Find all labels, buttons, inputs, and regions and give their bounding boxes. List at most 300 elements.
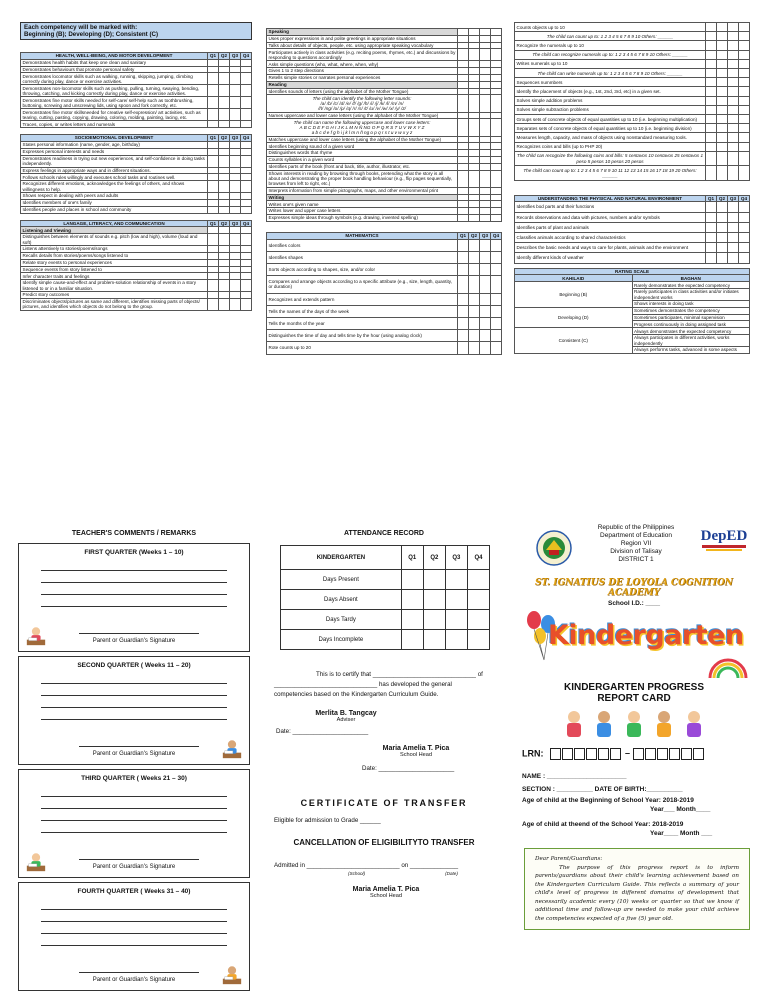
quarter-cell <box>706 115 717 124</box>
comment-line <box>41 570 227 571</box>
deped-logo <box>698 528 750 558</box>
table-row <box>21 59 252 66</box>
attendance-corner: KINDERGARTEN <box>281 546 402 570</box>
socio-header-row <box>21 135 252 142</box>
quarter-cell <box>717 59 728 68</box>
quarter-cell <box>241 234 252 246</box>
quarter-cell <box>219 234 230 246</box>
quarter-cell <box>739 41 750 50</box>
quarter-cell <box>728 78 739 87</box>
table-row <box>267 305 502 317</box>
health-competency: Demonstrates locomotor skills such as walking, running, skipping, jumping, climbing correctly during play, dance or exercise activities. <box>21 73 208 85</box>
table-row <box>267 263 502 275</box>
quarter-cell <box>706 124 717 133</box>
attendance-header-row <box>281 546 490 570</box>
transfer-title: CERTIFICATE OF TRANSFER <box>300 798 468 808</box>
reading-competency: Counts syllables in a given word <box>267 156 458 163</box>
quarter-cell <box>717 124 728 133</box>
quarter-cell <box>706 87 717 96</box>
quarter-cell <box>458 35 469 42</box>
health-header-row <box>21 53 252 60</box>
quarter-cell <box>208 59 219 66</box>
quarter-cell <box>230 73 241 85</box>
quarter-cell <box>739 32 750 41</box>
name-line: NAME : ______________________ <box>522 773 627 780</box>
quarter-cell <box>208 292 219 299</box>
rating-level: Developing (D) <box>515 307 633 327</box>
quarter-cell <box>208 246 219 253</box>
quarter-cell <box>230 121 241 128</box>
table-row <box>515 32 750 41</box>
table-row <box>267 88 502 95</box>
math-competency: Identifies colors <box>267 239 458 251</box>
quarter-cell <box>491 88 502 95</box>
quarter-cell <box>728 115 739 124</box>
quarter-cell <box>469 29 480 36</box>
quarter-cell <box>241 246 252 253</box>
quarter-cell <box>458 88 469 95</box>
table-row <box>21 109 252 121</box>
quarter-cell <box>241 73 252 85</box>
quarter-cell <box>480 187 491 194</box>
quarter-cell <box>739 105 750 114</box>
quarter-cell <box>480 61 491 68</box>
quarter-cell <box>469 170 480 187</box>
quarter-title: FIRST QUARTER (Weeks 1 – 10) <box>84 549 184 556</box>
quarter-cell <box>219 148 230 155</box>
table-row <box>515 115 750 124</box>
speaking-competency: Uses proper expressions in and polite greetings in appropriate situations <box>267 35 458 42</box>
attendance-title: ATTENDANCE RECORD <box>344 530 424 537</box>
quarter-cell <box>717 202 728 212</box>
quarter-cell <box>241 97 252 109</box>
quarter-cell <box>230 174 241 181</box>
quarter-cell <box>706 151 717 165</box>
quarter-cell <box>219 193 230 200</box>
quarter-cell <box>219 121 230 128</box>
quarter-cell <box>491 305 502 317</box>
comment-line <box>41 808 227 809</box>
quarter-cell <box>480 201 491 208</box>
adviser-name: Merlita B. Tangcay <box>315 710 377 717</box>
quarter-cell <box>458 81 469 88</box>
lrn-digit-box <box>633 748 644 760</box>
quarter-cell <box>230 59 241 66</box>
table-row <box>21 155 252 167</box>
quarter-cell <box>219 174 230 181</box>
rating-description: Rarely demonstrates the expected competency <box>632 282 750 289</box>
quarter-cell <box>230 148 241 155</box>
quarter-cell <box>458 201 469 208</box>
quarter-cell <box>208 193 219 200</box>
quarter-cell <box>241 252 252 259</box>
attendance-row <box>281 590 490 610</box>
quarter-cell <box>717 151 728 165</box>
quarter-cell <box>208 167 219 174</box>
table-row <box>515 202 750 212</box>
rainbow-icon <box>708 654 748 678</box>
quarter-cell <box>458 214 469 221</box>
quarter-cell <box>230 206 241 213</box>
quarter-cell <box>717 69 728 78</box>
math-note: The child can recognize numerals up to: 1 2 3 4 5 6 7 8 9 10 Others: ______ <box>515 50 706 59</box>
table-row <box>21 121 252 128</box>
right-column <box>514 22 750 354</box>
quarter-cell <box>706 23 717 32</box>
attendance-cell <box>467 570 489 590</box>
quarter-cell <box>469 276 480 293</box>
lrn-digit-box <box>681 748 692 760</box>
quarter-boxes <box>18 543 250 991</box>
language-competency: Listens attentively to stories/poems/songs <box>21 246 208 253</box>
signature-label: Parent or Guardian's Signature <box>92 864 176 870</box>
quarter-cell <box>458 29 469 36</box>
quarter-cell <box>728 23 739 32</box>
quarter-cell <box>706 233 717 243</box>
reading-competency: Shows interests in reading by browsing through books, pretending what the story is all about and demonstrating the proper book handling behaviour (e.g., flip pages sequentially, browses from left to right, etc.) <box>267 170 458 187</box>
speaking-competency: Gives 1 to 2 step directions <box>267 68 458 75</box>
attendance-cell <box>445 570 467 590</box>
quarter-cell <box>458 136 469 143</box>
quarter-header: Q1 <box>208 53 219 60</box>
quarter-cell <box>717 41 728 50</box>
quarter-cell <box>706 69 717 78</box>
math-competency: Sorts objects according to shapes, size, and/or color <box>267 263 458 275</box>
quarter-cell <box>491 150 502 157</box>
math-note: The child can count up to: 1 2 3 4 5 6 7 8 9 10 11 12 13 14 15 16 17 18 19 20 Others: ______ <box>515 166 706 180</box>
quarter-cell <box>739 151 750 165</box>
attendance-cell <box>467 630 489 650</box>
math-competency: Compares and arrange objects according to a specific attribute (e.g., size, length, quantity, or duration) <box>267 276 458 293</box>
division-line: Division of Talisay <box>610 548 662 555</box>
republic-line: Republic of the Philippines <box>597 524 675 531</box>
attendance-label: Days Absent <box>281 590 402 610</box>
quarter-cell <box>219 97 230 109</box>
quarter-cell <box>208 85 219 97</box>
quarter-cell <box>219 273 230 280</box>
math-competency: Measures length, capacity, and mass of objects using nonstandard measuring tools. <box>515 133 706 142</box>
quarter-cell <box>241 109 252 121</box>
quarter-cell <box>241 141 252 148</box>
sounds-note: The child can identify the following letter sounds: <box>312 95 412 101</box>
quarter-cell <box>739 253 750 263</box>
quarter-cell <box>219 227 230 234</box>
quarter-cell <box>219 85 230 97</box>
quarter-cell <box>491 342 502 354</box>
math-competency: Tells the names of the days of the week <box>267 305 458 317</box>
quarter-cell <box>219 155 230 167</box>
quarter-cell <box>469 187 480 194</box>
quarter-cell <box>458 74 469 81</box>
quarter-cell <box>480 88 491 95</box>
quarter-cell <box>739 202 750 212</box>
quarter-cell <box>219 66 230 73</box>
head-name-1: Maria Amelia T. Pica <box>382 745 450 752</box>
quarter-cell <box>469 330 480 342</box>
quarter-cell <box>208 155 219 167</box>
table-row <box>21 298 252 310</box>
lrn-digit-box <box>693 748 704 760</box>
quarter-cell <box>219 298 230 310</box>
deped-seal-icon <box>536 530 572 566</box>
quarter-cell <box>480 112 491 119</box>
quarter-cell <box>728 222 739 232</box>
language-competency: Sequence events from story listened to <box>21 266 208 273</box>
quarter-cell <box>469 68 480 75</box>
quarter-cell <box>728 253 739 263</box>
attendance-quarter: Q1 <box>401 546 423 570</box>
health-competency: Demonstrates behaviours that promote personal safety <box>21 66 208 73</box>
socio-header: SOCIOEMOTIONAL DEVELOPMENT <box>21 135 208 142</box>
quarter-cell <box>230 252 241 259</box>
year-month-2: Year____ Month ___ <box>650 830 713 837</box>
table-row <box>267 208 502 215</box>
quarter-cell <box>458 263 469 275</box>
rating-header-row <box>515 275 750 282</box>
certify-line2: has developed the general <box>378 681 452 688</box>
table-row <box>21 252 252 259</box>
letter-greeting: Dear Parent/Guardians: <box>535 856 603 862</box>
lowercase-letters: a b c d e f g h i j k l m n ñ ng o p q r s t u v w x y z <box>311 130 413 136</box>
parent-letter <box>524 848 750 930</box>
quarter-cell <box>706 202 717 212</box>
table-row <box>267 112 502 119</box>
quarter-cell <box>728 142 739 151</box>
rating-title: RATING SCALE <box>515 268 750 275</box>
socio-competency: Identifies people and places in school and community <box>21 206 208 213</box>
signature-line <box>79 859 199 860</box>
quarter-cell <box>739 23 750 32</box>
quarter-cell <box>491 239 502 251</box>
comment-line <box>41 582 227 583</box>
table-row <box>21 73 252 85</box>
quarter-cell <box>717 212 728 222</box>
quarter-cell <box>230 259 241 266</box>
quarter-cell <box>241 280 252 292</box>
quarter-cell <box>458 276 469 293</box>
child-writing-icon <box>221 964 243 986</box>
admitted-label: Admitted in <box>274 862 305 869</box>
attendance-label: Days Tardy <box>281 610 402 630</box>
certify-text: This is to certify that ______________________________ of ______________________________ has developed the general competencies based on the Kindergarten Curriculum Guide. <box>274 670 502 700</box>
certify-of: of <box>477 671 483 678</box>
quarter-cell <box>717 142 728 151</box>
table-row <box>267 187 502 194</box>
report-title-1: KINDERGARTEN PROGRESS <box>563 682 704 693</box>
math-competency: Sequences nummbers <box>515 78 706 87</box>
head-name-2: Maria Amelia T. Pica <box>352 886 420 893</box>
subheading-row <box>267 81 502 88</box>
math-continued-table <box>514 22 750 181</box>
age-end-line: Age of child at theend of the School Year: 2018-2019 <box>522 821 684 828</box>
lrn-digit-box <box>562 748 573 760</box>
quarter-cell <box>480 208 491 215</box>
district-line: DISTRICT 1 <box>618 556 654 563</box>
quarter-cell <box>480 29 491 36</box>
quarter-cell <box>219 167 230 174</box>
table-row <box>515 41 750 50</box>
table-row <box>267 68 502 75</box>
table-row <box>21 167 252 174</box>
quarter-cell <box>458 95 469 112</box>
table-row <box>267 136 502 143</box>
speaking-table <box>266 28 502 222</box>
quarter-cell <box>728 212 739 222</box>
quarter-cell <box>469 112 480 119</box>
quarter-cell <box>728 41 739 50</box>
quarter-header: Q1 <box>208 220 219 227</box>
quarter-cell <box>230 193 241 200</box>
language-competency: Distinguishes between elements of sounds e.g. pitch (low and high), volume (loud and soft) <box>21 234 208 246</box>
quarter-cell <box>458 293 469 305</box>
quarter-cell <box>739 124 750 133</box>
quarter-cell <box>480 317 491 329</box>
lrn-row <box>522 748 754 760</box>
quarter-cell <box>717 23 728 32</box>
quarter-cell <box>739 233 750 243</box>
quarter-cell <box>491 163 502 170</box>
quarter-cell <box>230 167 241 174</box>
report-title-2: REPORT CARD <box>597 693 671 704</box>
quarter-cell <box>739 115 750 124</box>
school-id: School I.D.: ____ <box>607 600 661 607</box>
language-competency: Relate story events to personal experiences <box>21 259 208 266</box>
quarter-cell <box>241 148 252 155</box>
language-competency: Recalls details from stories/poems/songs listened to <box>21 252 208 259</box>
quarter-cell <box>728 202 739 212</box>
attendance-row <box>281 630 490 650</box>
attendance-cell <box>445 610 467 630</box>
quarter-header: Q2 <box>219 135 230 142</box>
rating-row <box>515 328 750 335</box>
quarter-cell <box>491 276 502 293</box>
quarter-cell <box>706 105 717 114</box>
comment-line <box>41 909 227 910</box>
math-competency: Distinguishes the time of day and tells time by the hour (using analog clock) <box>267 330 458 342</box>
quarter-header: Q1 <box>706 195 717 202</box>
socio-competency: States personal information (name, gender, age, birthday) <box>21 141 208 148</box>
attendance-row <box>281 610 490 630</box>
signature-line <box>79 972 199 973</box>
socio-competency: Recognizes different emotions, acknowledges the feelings of others, and shows willingness to help. <box>21 181 208 193</box>
dept-line: Department of Education <box>600 532 672 539</box>
physical-competency: Identify different kinds of weather <box>515 253 706 263</box>
quarter-cell <box>469 214 480 221</box>
rating-title-row <box>515 268 750 275</box>
quarter-cell <box>469 293 480 305</box>
math-note: The child can count up to: 1 2 3 4 5 6 7 8 9 10 Others: ______ <box>515 32 706 41</box>
quarter-cell <box>717 50 728 59</box>
child-writing-icon <box>221 738 243 760</box>
quarter-cell <box>717 233 728 243</box>
lrn-digit-box <box>586 748 597 760</box>
attendance-cell <box>467 610 489 630</box>
table-row <box>267 156 502 163</box>
quarter-cell <box>469 156 480 163</box>
table-row <box>515 222 750 232</box>
quarter-cell <box>739 166 750 180</box>
subheading: Reading <box>267 81 458 88</box>
table-row <box>515 69 750 78</box>
lrn-digit-box <box>657 748 668 760</box>
quarter-cell <box>706 50 717 59</box>
math-competency: Solves simple addition problems <box>515 96 706 105</box>
socio-competency: Express feelings in appropriate ways and in different situations. <box>21 167 208 174</box>
comment-line <box>41 719 227 720</box>
quarter-cell <box>458 119 469 136</box>
subheading: Writing <box>267 194 458 201</box>
health-table <box>20 52 252 128</box>
school-name: ST. IGNATIUS DE LOYOLA COGNITION ACADEMY <box>534 578 734 598</box>
quarter-cell <box>458 42 469 49</box>
quarter-cell <box>469 317 480 329</box>
math-competency: Identify the placement of objects (e.g., 1st, 2nd, 3rd, etc) in a given set. <box>515 87 706 96</box>
lrn-boxes <box>550 748 705 758</box>
quarter-cell <box>469 263 480 275</box>
quarter-cell <box>480 156 491 163</box>
quarter-cell <box>469 74 480 81</box>
quarter-cell <box>739 59 750 68</box>
quarter-header: Q3 <box>230 220 241 227</box>
math-competency: Recognizes coins and bills (up to PHP 20) <box>515 142 706 151</box>
quarter-cell <box>728 233 739 243</box>
quarter-cell <box>739 212 750 222</box>
language-competency: Infer character traits and feelings <box>21 273 208 280</box>
quarter-cell <box>469 150 480 157</box>
health-competency: Demonstrates fine motor skillsneeded for creative self-expression/ art activities, such as tearing, cutting, pasting, copying, drawing, coloring, molding, painting, lacing, etc. <box>21 109 208 121</box>
region-line: Region VII <box>620 540 652 547</box>
quarter-cell <box>739 50 750 59</box>
quarter-cell <box>469 35 480 42</box>
school-caption: (School) <box>348 871 366 876</box>
math-competency: Recognizes and extends pattern <box>267 293 458 305</box>
quarter-cell <box>469 61 480 68</box>
reading-competency: Identifies parts of the book (front and back, title, author, illustrator, etc. <box>267 163 458 170</box>
quarter-cell <box>491 61 502 68</box>
rating-scale-table <box>514 268 750 354</box>
quarter-cell <box>480 49 491 61</box>
rating-col1: KAHILAID <box>515 275 633 282</box>
table-row <box>267 35 502 42</box>
health-competency: Demonstrates non-locomotor skills such as pushing, pulling, turning, swaying, bending, throwing, catching, and kicking correctly during play, dance or exercise activities. <box>21 85 208 97</box>
sounds-note-cell <box>267 95 458 112</box>
language-header: LANGAGE, LITERACY, AND COMMUNICATION <box>21 220 208 227</box>
quarter-cell <box>469 194 480 201</box>
attendance-cell <box>401 610 423 630</box>
table-row <box>515 59 750 68</box>
adviser-role: Adviser <box>336 717 356 723</box>
table-row <box>21 199 252 206</box>
quarter-cell <box>458 305 469 317</box>
quarter-cell <box>717 253 728 263</box>
quarter-cell <box>728 124 739 133</box>
quarter-cell <box>219 259 230 266</box>
table-row <box>267 293 502 305</box>
deped-logo-text: DepED <box>700 528 748 544</box>
physical-competency: Identifies bod parts and their functions <box>515 202 706 212</box>
quarter-cell <box>480 74 491 81</box>
quarter-cell <box>230 280 241 292</box>
quarter-cell <box>458 163 469 170</box>
comment-line <box>41 796 227 797</box>
table-row <box>267 317 502 329</box>
quarter-cell <box>208 259 219 266</box>
lrn-dash: – <box>625 748 631 759</box>
middle-column <box>266 28 502 355</box>
quarter-box <box>18 769 250 878</box>
quarter-title: SECOND QUARTER ( Weeks 11 – 20) <box>77 662 191 669</box>
quarter-cell <box>739 133 750 142</box>
